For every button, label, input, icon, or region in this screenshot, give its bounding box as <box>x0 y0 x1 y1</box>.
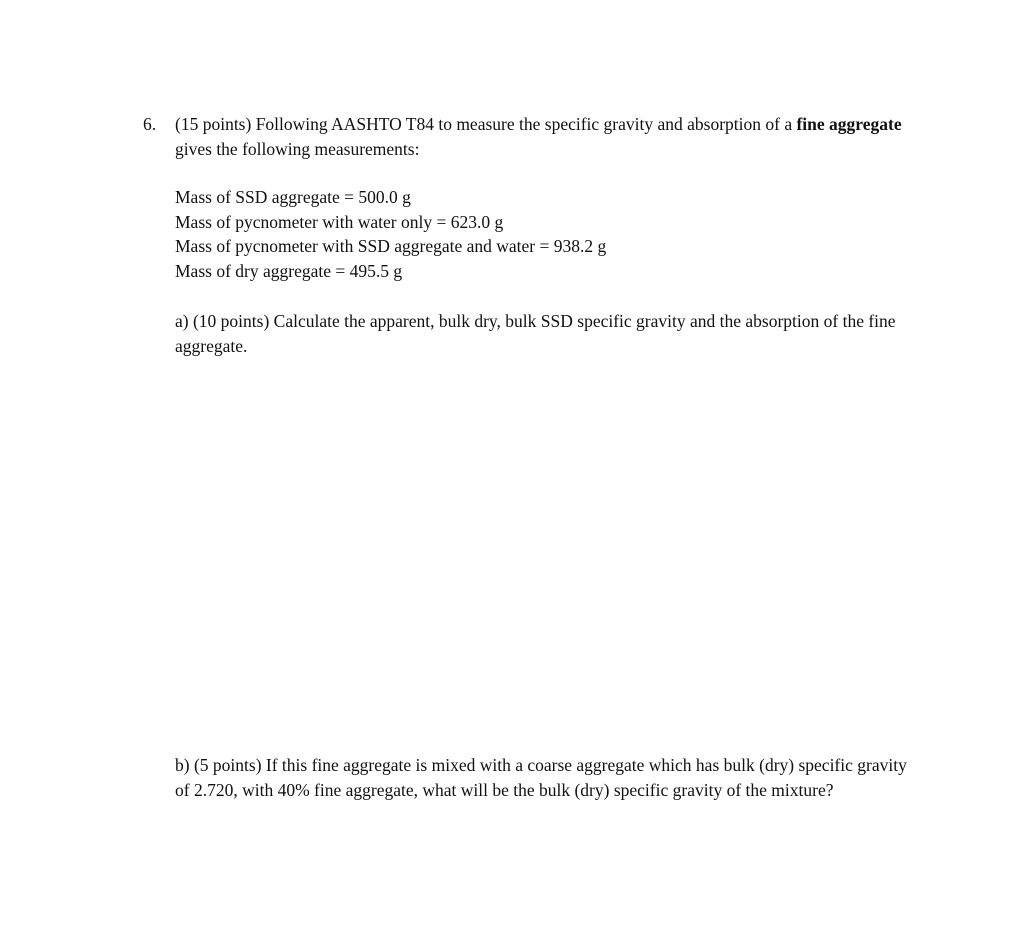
question-number: 6. <box>143 114 157 134</box>
measurement-ssd-mass: Mass of SSD aggregate = 500.0 g <box>175 187 411 207</box>
intro-bold-term: fine aggregate <box>796 114 902 134</box>
measurement-pycnometer-ssd-water: Mass of pycnometer with SSD aggregate and water = 938.2 g <box>175 236 607 256</box>
question-intro <box>175 112 915 161</box>
measurement-pycnometer-water: Mass of pycnometer with water only = 623.0 g <box>175 211 504 232</box>
part-b-question: b) (5 points) If this fine aggregate is mixed with a coarse aggregate which has bulk (dry) specific gravity of 2.720, with 40% fine aggregate, what will be the bulk (dry) specific gravity of the mixture? <box>175 755 907 800</box>
intro-text-end: gives the following measurements: <box>175 138 420 159</box>
measurement-dry-mass: Mass of dry aggregate = 495.5 g <box>175 260 403 281</box>
intro-text-start: (15 points) Following AASHTO T84 to measure the specific gravity and absorption of a <box>175 114 797 134</box>
part-a-question: a) (10 points) Calculate the apparent, bulk dry, bulk SSD specific gravity and the absorption of the fine aggregate. <box>175 311 896 356</box>
measurements-list <box>175 185 915 283</box>
